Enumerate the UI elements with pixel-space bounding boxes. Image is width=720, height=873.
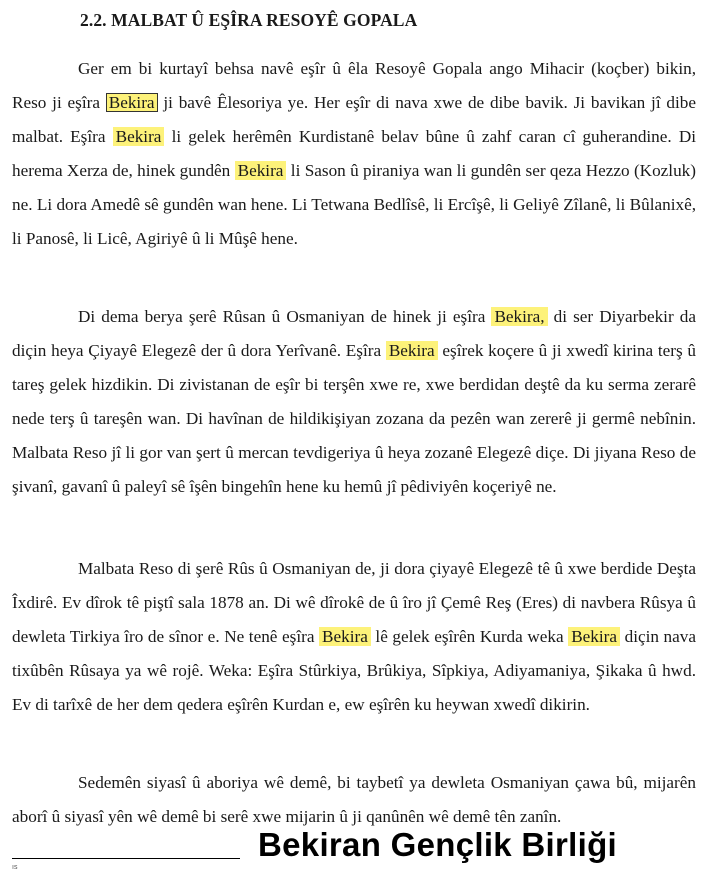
- text-run: di ser Diyarbekir da diçin heya Çiyayê Elegezê der û dora Yerîvanê. Eşîra: [12, 307, 696, 360]
- highlighted-word: Bekira: [319, 627, 371, 646]
- text-run: diçin nava tixûbên Rûsaya ya wê rojê. Weka: Eşîra Stûrkiya, Brûkiya, Sîpkiya, Adiyamaniya, Şikaka û hwd. Ev di tarîxê de her dem qedera eşîrên Kurdan e, ew eşîrên ku heywan xwedî dikirin.: [12, 627, 696, 714]
- text-run: Sedemên siyasî û aboriya wê demê, bi taybetî ya dewleta Osmaniyan çawa bû, mijarên aborî û siyasî yên wê demê bi serê xwe mijarin û ji qanûnên wê demê tên zanîn.: [12, 773, 696, 826]
- highlighted-word: Bekira: [386, 341, 438, 360]
- highlighted-word: Bekira: [235, 161, 287, 180]
- paragraph-1: [12, 52, 696, 256]
- text-run: Di dema berya şerê Rûsan û Osmaniyan de hinek ji eşîra: [78, 307, 492, 326]
- footnote-divider: [12, 858, 240, 859]
- text-run: eşîrek koçere û ji xwedî kirina terş û tareş gelek hizdikin. Di zivistanan de eşîr bi terşên xwe re, xwe berdidan deştê da ku serma zerarê nede terş û tareşên wan. Di havînan de hildikişiyan zozana da pezên wan zererê ji germê nebînin. Malbata Reso jî li gor van şert û mercan tevdigeriya û heya zozanê Elegezê diçe. Di jiyana Reso de şivanî, gavanî û paleyî sê îşên bingehîn hene ku hemû jî pêdiviyên koçeriyê ne.: [12, 341, 696, 496]
- highlighted-word: Bekira: [106, 93, 158, 112]
- watermark-text: Bekiran Gençlik Birliği: [258, 826, 618, 863]
- paragraph-4: [12, 766, 696, 834]
- paragraph-3: [12, 552, 696, 722]
- section-heading: 2.2. MALBAT Û EŞÎRA RESOYÊ GOPALA: [80, 10, 418, 30]
- highlighted-word: Bekira: [113, 127, 165, 146]
- highlighted-word: Bekira: [568, 627, 620, 646]
- text-run: ji bavê Êlesoriya ye. Her eşîr di nava xwe de dibe bavik. Ji bavikan jî dibe malbat. Eşîra: [12, 93, 696, 146]
- page-mark: ıs: [12, 864, 18, 871]
- paragraph-2: [12, 300, 696, 504]
- text-run: Ger em bi kurtayî behsa navê eşîr û êla Resoyê Gopala ango Mihacir (koçber) bikin, Reso ji eşîra: [12, 59, 696, 112]
- text-run: li gelek herêmên Kurdistanê belav bûne û zahf caran cî guherandine. Di herema Xerza de, hinek gundên: [12, 127, 697, 180]
- text-run: Malbata Reso di şerê Rûs û Osmaniyan de, ji dora çiyayê Elegezê tê û xwe berdide Deşta Îxdirê. Ev dîrok tê piştî sala 1878 an. Di wê dîrokê de û îro jî Çemê Reş (Eres) di navbera Rûsya û dewleta Tirkiya îro de sînor e. Ne tenê eşîra: [12, 559, 696, 646]
- text-run: lê gelek eşîrên Kurda weka: [370, 627, 569, 646]
- highlighted-word: Bekira,: [491, 307, 547, 326]
- text-run: li Sason û piraniya wan li gundên ser qeza Hezzo (Kozluk) ne. Li dora Amedê sê gundên wan hene. Li Tetwana Bedlîsê, li Ercîşê, li Geliyê Zîlanê, li Bûlanixê, li Panosê, li Licê, Agiriyê û li Mûşê hene.: [12, 161, 696, 248]
